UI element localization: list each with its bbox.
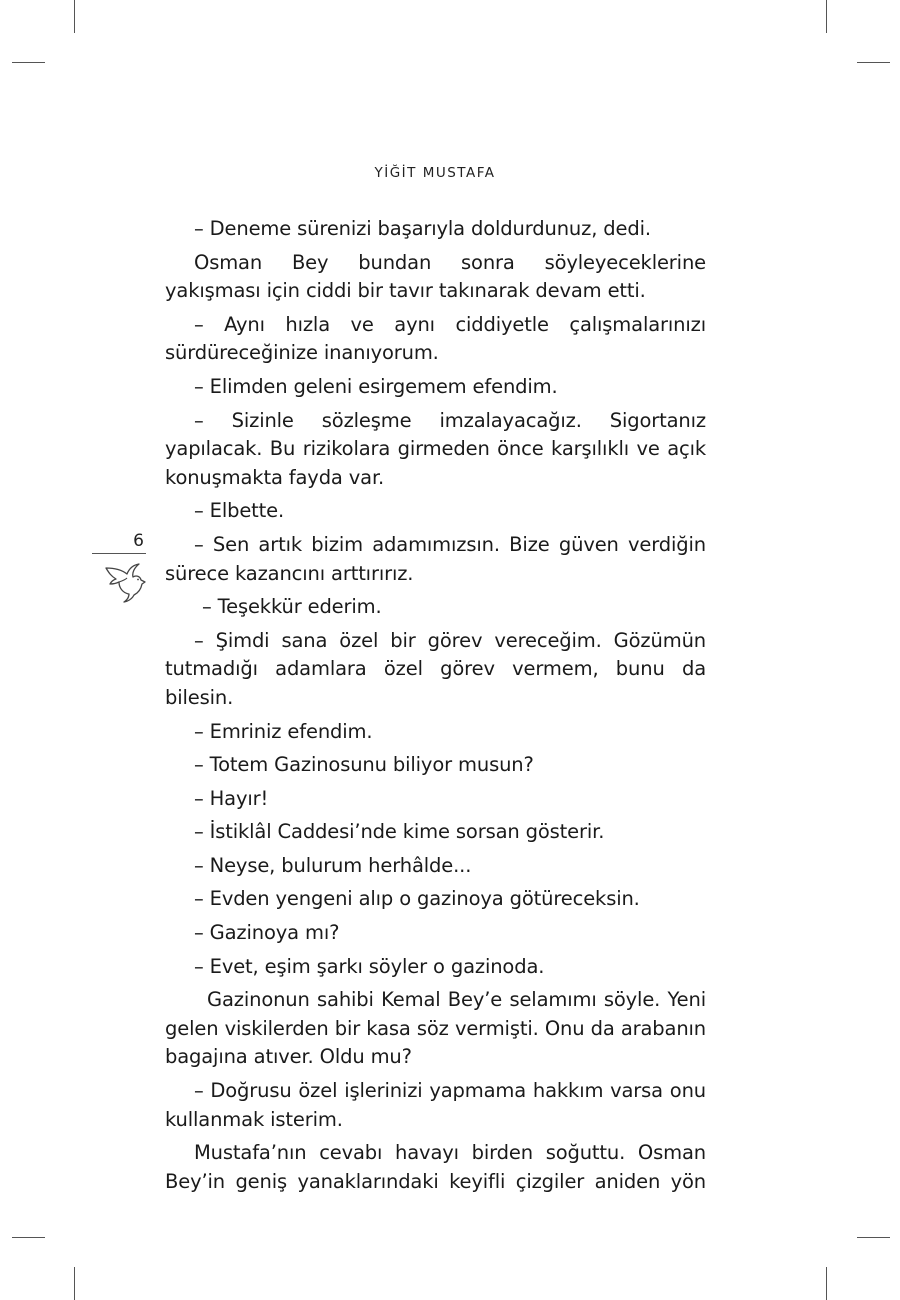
crop-mark-bottom-left [74, 1267, 75, 1300]
crop-mark-left-bottom [12, 1237, 45, 1238]
paragraph: Osman Bey bundan sonra söyleyeceklerine yakışması için ciddi bir tavır takınarak devam etti. [165, 250, 706, 303]
paragraph: – İstiklâl Caddesi’nde kime sorsan gösterir. [194, 820, 605, 844]
paragraph: – Gazinoya mı? [194, 921, 340, 945]
paragraph: – Hayır! [194, 786, 269, 810]
running-head: YİĞİT MUSTAFA [374, 165, 496, 181]
paragraph: – Emriniz efendim. [194, 719, 373, 743]
crop-mark-bottom-right [826, 1267, 827, 1300]
folio-rule [92, 553, 146, 554]
paragraph: – Sizinle sözleşme imzalayacağız. Sigortanız yapılacak. Bu rizikolara girmeden önce karşılıklı ve açık konuşmakta fayda var. [165, 408, 706, 489]
paragraph: – Totem Gazinosunu biliyor musun? [194, 753, 534, 777]
paragraph: – Aynı hızla ve aynı ciddiyetle çalışmalarınızı sürdüreceğinize inanıyorum. [165, 312, 706, 365]
crop-mark-left-top [12, 62, 45, 63]
paragraph: – Doğrusu özel işlerinizi yapmama hakkım varsa onu kullanmak isterim. [165, 1079, 706, 1131]
crop-mark-right-bottom [857, 1237, 890, 1238]
body-text [165, 215, 706, 1201]
crop-mark-top-left [74, 0, 75, 33]
paragraph: – Evden yengeni alıp o gazinoya götüreceksin. [194, 887, 640, 911]
crop-mark-top-right [826, 0, 827, 33]
crop-mark-right-top [857, 62, 890, 63]
paragraph: – Deneme sürenizi başarıyla doldurdunuz, dedi. [194, 217, 651, 240]
paragraph: – Sen artık bizim adamımızsın. Bize güven verdiğin sürece kazancını arttırırız. [165, 532, 706, 585]
page-number: 6 [133, 531, 144, 551]
paragraph: – Şimdi sana özel bir görev vereceğim. Gözümün tutmadığı adamlara özel görev vermem, bunu da bilesin. [165, 628, 706, 709]
paragraph: – Evet, eşim şarkı söyler o gazinoda. [194, 954, 545, 978]
dove-icon [102, 562, 146, 606]
paragraph: Mustafa’nın cevabı havayı birden soğuttu. Osman Bey’in geniş yanaklarındaki keyifli çizgiler aniden yön [165, 1141, 706, 1193]
paragraph: – Elimden geleni esirgemem efendim. [194, 374, 558, 398]
paragraph: – Elbette. [194, 499, 285, 523]
paragraph: – Teşekkür ederim. [202, 595, 382, 619]
paragraph: Gazinonun sahibi Kemal Bey’e selamımı söyle. Yeni gelen viskilerden bir kasa söz vermişti. Onu da arabanın bagajına atıver. Oldu mu? [165, 988, 706, 1069]
paragraph: – Neyse, bulurum herhâlde... [194, 853, 472, 877]
